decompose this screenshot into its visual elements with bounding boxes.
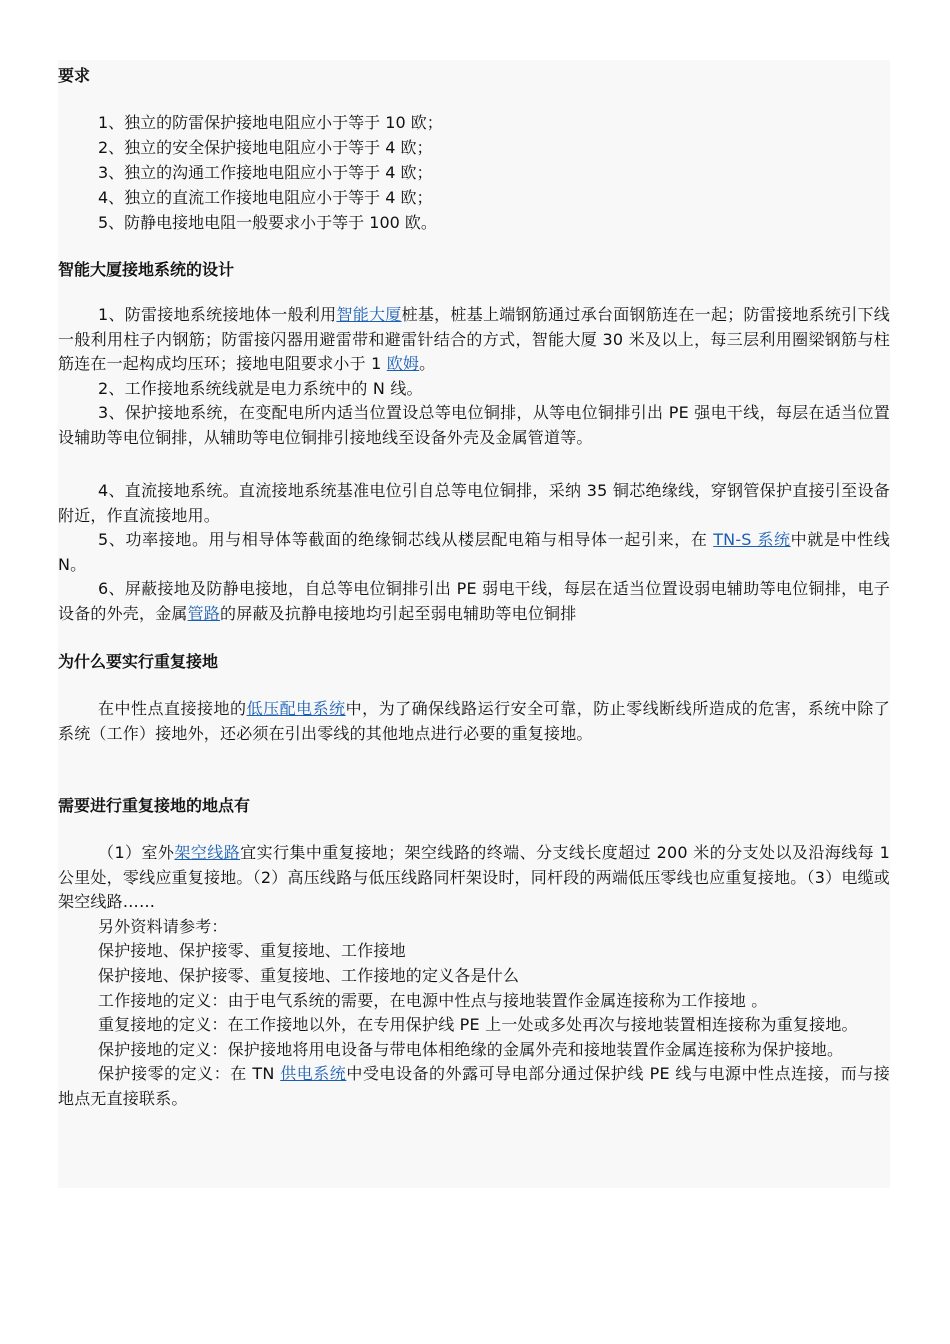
text: 。 xyxy=(419,354,436,374)
paragraph xyxy=(58,697,890,746)
list-item: 5、防静电接地电阻一般要求小于等于 100 欧。 xyxy=(98,213,437,232)
section-building-grounding-cont xyxy=(58,479,890,627)
heading-why-repeat-grounding: 为什么要实行重复接地 xyxy=(58,652,219,671)
text: 中受电设备的外露可导电部分通过保护线 PE 线与电源中性点连接，而与接地点无直接联系。 xyxy=(58,1064,890,1108)
heading-requirements: 要求 xyxy=(58,66,91,85)
paragraph: 2、工作接地系统线就是电力系统中的 N 线。 xyxy=(98,378,423,398)
section-why-repeat-grounding xyxy=(58,697,890,746)
list-item: 3、独立的沟通工作接地电阻应小于等于 4 欧； xyxy=(98,163,433,182)
paragraph: 保护接地、保护接零、重复接地、工作接地的定义各是什么 xyxy=(98,965,520,985)
document-page xyxy=(58,60,890,1188)
text: 的屏蔽及抗静电接地均引起至弱电辅助等电位铜排 xyxy=(220,603,577,623)
text: 保护接零的定义：在 TN xyxy=(98,1064,281,1084)
text: 桩基，桩基上端钢筋通过承台面钢筋连在一起；防雷接地系统引下线一般利用柱子内钢筋；防雷接闪器用避雷带和避雷针结合的方式，智能大厦 30 米及以上，每三层利用圈梁钢筋与柱筋连在一起构成均压环；接地电阻要求小于 1 xyxy=(58,305,890,374)
list-item: 4、独立的直流工作接地电阻应小于等于 4 欧； xyxy=(98,188,433,207)
paragraph: 工作接地的定义：由于电气系统的需要，在电源中性点与接地装置作金属连接称为工作接地 。 xyxy=(98,990,768,1010)
paragraph xyxy=(58,841,890,915)
link-intelligent-building[interactable]: 智能大厦 xyxy=(336,305,402,324)
link-low-voltage-distribution[interactable]: 低压配电系统 xyxy=(246,699,346,718)
text: 中就是中性线 N。 xyxy=(58,530,890,574)
paragraph: 重复接地的定义：在工作接地以外，在专用保护线 PE 上一处或多处再次与接地装置相连接称为重复接地。 xyxy=(98,1015,858,1035)
paragraph xyxy=(58,577,890,626)
text: （1）室外 xyxy=(98,843,175,862)
text: 宜实行集中重复接地；架空线路的终端、分支线长度超过 200 米的分支处以及沿海线每 1 公里处，零线应重复接地。（2）高压线路与低压线路同杆架设时，同杆段的两端低压零线也应重复接地。（3）电缆或架空线路…… xyxy=(58,843,890,912)
requirements-list xyxy=(58,110,890,235)
paragraph: 4、直流接地系统。直流接地系统基准电位引自总等电位铜排，采纳 35 铜芯绝缘线，穿钢管保护直接引至设备附近，作直流接地用。 xyxy=(58,481,890,525)
heading-building-grounding: 智能大厦接地系统的设计 xyxy=(58,260,235,279)
text: 6、屏蔽接地及防静电接地，自总等电位铜排引出 PE 弱电干线，每层在适当位置设弱电辅助等电位铜排，电子设备的外壳，金属 xyxy=(58,579,890,623)
paragraph: 保护接地、保护接零、重复接地、工作接地 xyxy=(98,941,406,961)
text: 中，为了确保线路运行安全可靠，防止零线断线所造成的危害，系统中除了系统（工作）接地外，还必须在引出零线的其他地点进行必要的重复接地。 xyxy=(58,699,890,743)
paragraph xyxy=(58,528,890,577)
text: 在中性点直接接地的 xyxy=(98,699,247,718)
link-overhead-line[interactable]: 架空线路 xyxy=(174,843,241,862)
text: 5、功率接地。用与相导体等截面的绝缘铜芯线从楼层配电箱与相导体一起引来，在 xyxy=(98,530,714,550)
section-building-grounding xyxy=(58,303,890,451)
list-item: 2、独立的安全保护接地电阻应小于等于 4 欧； xyxy=(98,138,433,157)
section-repeat-grounding-locations xyxy=(58,841,890,1112)
list-item: 1、独立的防雷保护接地电阻应小于等于 10 欧； xyxy=(98,113,443,132)
link-power-supply-system[interactable]: 供电系统 xyxy=(280,1064,347,1084)
link-ohm[interactable]: 欧姆 xyxy=(386,354,420,374)
paragraph: 保护接地的定义：保护接地将用电设备与带电体相绝缘的金属外壳和接地装置作金属连接称为保护接地。 xyxy=(98,1039,844,1059)
paragraph xyxy=(58,1062,890,1111)
paragraph: 3、保护接地系统，在变配电所内适当位置设总等电位铜排，从等电位铜排引出 PE 强电干线，每层在适当位置设辅助等电位铜排，从辅助等电位铜排引接地线至设备外壳及金属管道等。 xyxy=(58,403,890,447)
link-tn-s-system[interactable]: TN-S 系统 xyxy=(713,530,791,550)
link-pipeline[interactable]: 管路 xyxy=(187,603,221,623)
text: 1、防雷接地系统接地体一般利用 xyxy=(98,305,337,324)
paragraph: 另外资料请参考： xyxy=(98,916,228,936)
heading-repeat-grounding-locations: 需要进行重复接地的地点有 xyxy=(58,796,251,815)
paragraph xyxy=(58,303,890,377)
